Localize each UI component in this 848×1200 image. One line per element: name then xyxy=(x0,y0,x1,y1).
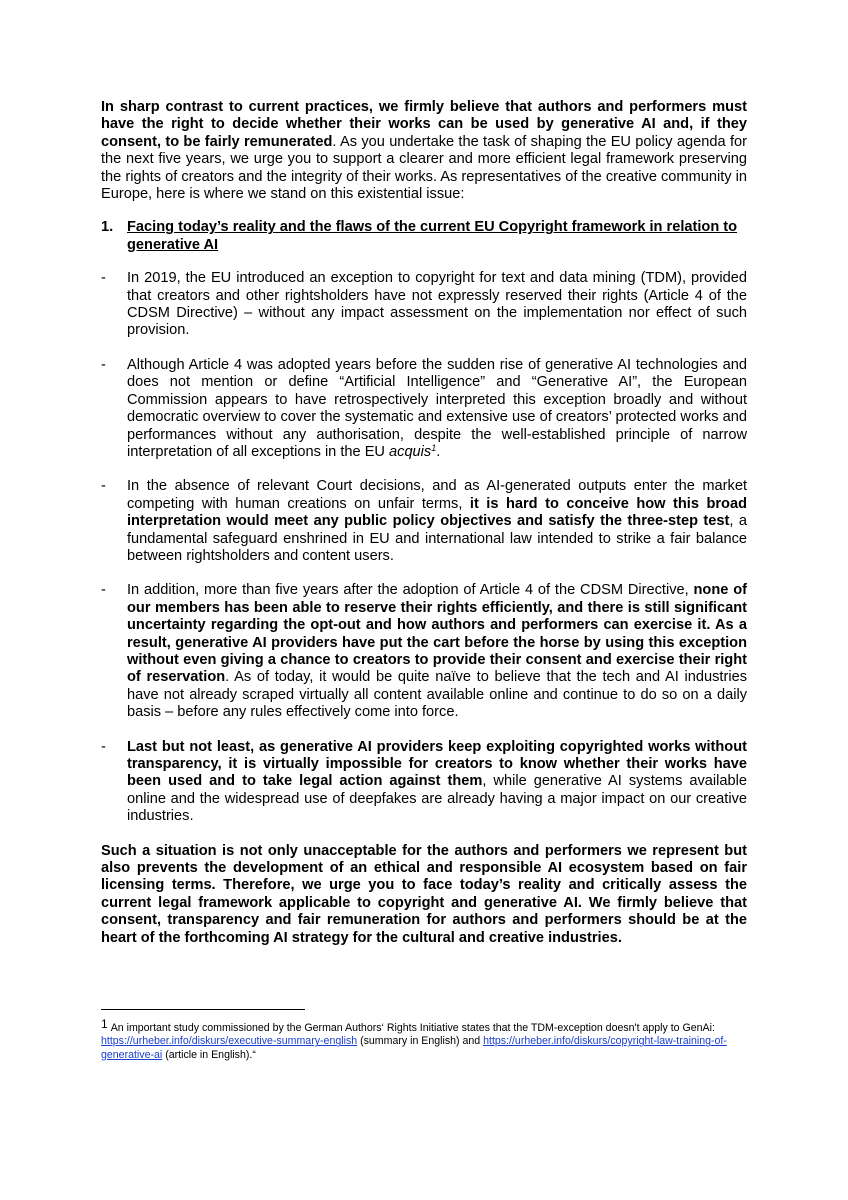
footnote-text: An important study commissioned by the German Authors‘ Rights Initiative states that the TDM-exception doesn't apply to GenAi: xyxy=(110,1022,715,1034)
intro-rest: . As you undertake the task of shaping the EU policy agenda for the next five years, we urge you to support a clearer and more efficient legal framework preserving the rights of creators and the integrity of their works. As representatives of the creative community in Europe, here is where we stand on this existential issue: xyxy=(101,133,747,203)
bullet-text-bold: Last but not least, as generative AI providers keep exploiting copyrighted works without transparency, it is virtually impossible for creators to know whether their works have been used and to take legal action against them xyxy=(127,738,747,790)
bullet-text-post: , while generative AI systems available online and the widespread use of deepfakes are already having a major impact on our creative industries. xyxy=(127,773,747,825)
bullet-text-bold: it is hard to conceive how this broad interpretation would meet any public policy objectives and satisfy the three-step test xyxy=(127,495,747,530)
intro-paragraph xyxy=(101,99,747,203)
bullet-text-end: . xyxy=(436,443,441,460)
summary-link[interactable]: https://urheber.info/diskurs/executive-summary-english xyxy=(101,1035,358,1048)
bullet-text-bold: none of our members has been able to reserve their rights efficiently, and there is still significant uncertainty regarding the opt-out and how authors and performers can exercise it. As a result, generative AI providers have put the cart before the horse by using this exception without even giving a chance to creators to provide their consent and exercise their right of reservation xyxy=(127,582,747,686)
bullet-dash: - xyxy=(101,478,106,495)
footnote-divider xyxy=(101,1009,305,1010)
article-link[interactable]: https://urheber.info/diskurs/copyright-law-training-of-generative-ai xyxy=(101,1035,727,1061)
list-item xyxy=(101,357,747,461)
bullet-dash: - xyxy=(101,738,106,755)
bullet-text-tdm-exception: In 2019, the EU introduced an exception to copyright for text and data mining (TDM), provided that creators and other rightsholders have not expressly reserved their rights (Article 4 of the CDSM Directive) – without any impact assessment on the implementation nor effect of such provision. xyxy=(127,270,747,339)
list-item xyxy=(101,582,747,721)
list-item xyxy=(101,270,747,340)
bullet-dash: - xyxy=(101,356,106,373)
bullet-text-post: , a fundamental safeguard enshrined in EU and international law intended to strike a fair balance between rightsholders and content users. xyxy=(127,513,747,564)
bullet-text-transparency xyxy=(127,739,747,826)
bullet-text-pre: In addition, more than five years after the adoption of Article 4 of the CDSM Directive, xyxy=(127,582,694,599)
footnote-reference[interactable]: 1 xyxy=(431,442,437,453)
document-body xyxy=(101,99,747,947)
intro-bold-statement: In sharp contrast to current practices, we firmly believe that authors and performers must have the right to decide whether their works can be used by generative AI and, if they consent, to be fairly remunerated xyxy=(101,99,747,150)
bullet-text-article-4 xyxy=(127,357,747,461)
list-item xyxy=(101,478,747,565)
footnote-text: (summary in English) and xyxy=(357,1035,484,1048)
bullet-text-opt-out xyxy=(127,582,747,721)
footnote-text: (article in English).“ xyxy=(162,1048,256,1061)
bullet-text-pre: In the absence of relevant Court decisions, and as AI-generated outputs enter the market competing with human creations on unfair terms, xyxy=(127,478,747,512)
closing-paragraph: Such a situation is not only unacceptable for the authors and performers we represent but also prevents the development of an ethical and responsible AI ecosystem based on fair licensing terms. Therefore, we urge you to face today’s reality and critically assess the current legal framework applicable to copyright and generative AI. We firmly believe that consent, transparency and fair remuneration for authors and performers should be at the heart of the forthcoming AI strategy for the cultural and creative industries. xyxy=(101,842,747,946)
bullet-text: Although Article 4 was adopted years before the sudden rise of generative AI technologies and does not mention or define “Artificial Intelligence” and “Generative AI”, the European Commission appears to have retrospectively interpreted this exception broadly and without democratic overview to cover the systematic and extensive use of creators’ protected works and performances without any authorisation, despite the well-established principle of narrow interpretation of all exceptions in the EU xyxy=(127,356,747,460)
section-title: Facing today’s reality and the flaws of the current EU Copyright framework in relation to generative AI xyxy=(127,219,738,253)
bullet-dash: - xyxy=(101,270,106,287)
bullet-dash: - xyxy=(101,582,106,599)
bullet-text-court-decisions xyxy=(127,478,747,565)
footnote-mark: 1 xyxy=(101,1017,108,1031)
footnote xyxy=(101,1018,747,1062)
acquis-term: acquis xyxy=(389,443,432,460)
list-item xyxy=(101,739,747,826)
section-heading xyxy=(101,219,747,254)
bullet-text-post: . As of today, it would be quite naïve to believe that the tech and AI industries have not already scraped virtually all content available online and continue to do so on a daily basis – before any rules effectively come into force. xyxy=(127,669,747,721)
section-number: 1. xyxy=(101,219,114,236)
